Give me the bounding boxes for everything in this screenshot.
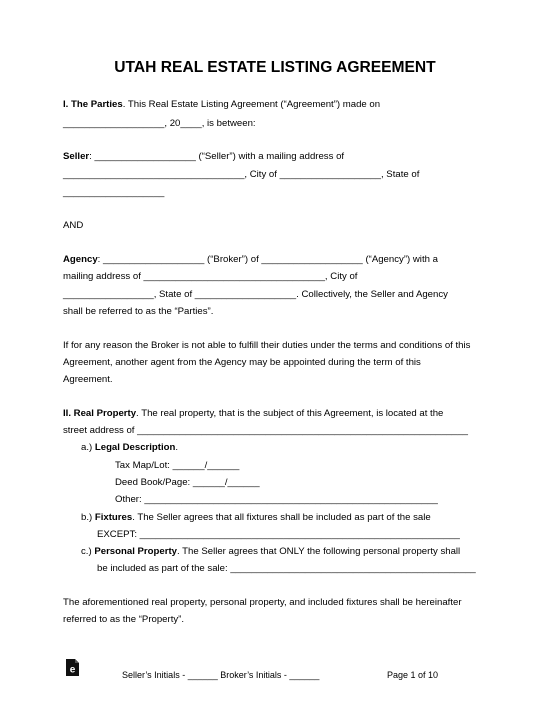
and-separator: AND (63, 220, 84, 231)
broker-clause-line-3: Agreement. (63, 374, 113, 385)
seller-line-3: ___________________ (63, 187, 165, 198)
fixtures-line: b.) Fixtures. The Seller agrees that all fixtures shall be included as part of the sale (81, 512, 431, 523)
real-property-line-2: street address of ______________________________________________________________ (63, 425, 468, 436)
broker-clause-line-2: Agreement, another agent from the Agency may be appointed during the term of this (63, 357, 421, 368)
summary-line-2: referred to as the “Property”. (63, 614, 185, 625)
personal-marker: c.) (81, 546, 92, 557)
personal-property-label: Personal Property (94, 546, 177, 557)
agency-line-4: shall be referred to as the “Parties”. (63, 306, 214, 317)
real-property-line-1: II. Real Property. The real property, that is the subject of this Agreement, is located at the (63, 408, 444, 419)
svg-text:e: e (69, 664, 76, 676)
parties-line-2: ___________________, 20____, is between: (63, 118, 256, 129)
broker-clause-line-1: If for any reason the Broker is not able to fulfill their duties under the terms and conditions of this (63, 340, 471, 351)
seller-line-2: __________________________________, City of ___________________, State of (63, 169, 420, 180)
parties-line-1: I. The Parties. This Real Estate Listing Agreement (“Agreement”) made on (63, 99, 381, 110)
legal-description-line: a.) Legal Description. (81, 442, 179, 453)
agency-line-3: _________________, State of ___________________. Collectively, the Seller and Agency (63, 289, 448, 300)
seller-label: Seller (63, 151, 90, 162)
fixtures-marker: b.) (81, 512, 93, 523)
deed-book-line: Deed Book/Page: ______/______ (115, 477, 260, 488)
legal-description-label: Legal Description (94, 442, 176, 453)
agency-line-2: mailing address of __________________________________, City of (63, 271, 358, 282)
tax-map-line: Tax Map/Lot: ______/______ (115, 460, 240, 471)
personal-property-line-2: be included as part of the sale: ______________________________________________ (97, 563, 476, 574)
agency-line-1: Agency: ___________________ (“Broker”) of ___________________ (“Agency”) with a (63, 254, 438, 265)
personal-property-line: c.) Personal Property. The Seller agrees that ONLY the following personal property shall (81, 546, 461, 557)
summary-line-1: The aforementioned real property, personal property, and included fixtures shall be hereinafter (63, 597, 462, 608)
initials-line: Seller’s Initials - ______ Broker’s Initials - ______ (122, 670, 320, 680)
agency-label: Agency (63, 254, 98, 265)
other-line: Other: _______________________________________________________ (115, 494, 438, 505)
real-property-heading: II. Real Property (63, 408, 137, 419)
document-logo-icon (66, 659, 79, 681)
page-number: Page 1 of 10 (387, 670, 439, 680)
document-title: UTAH REAL ESTATE LISTING AGREEMENT (114, 59, 436, 76)
except-line: EXCEPT: ____________________________________________________________ (97, 529, 460, 540)
legal-marker: a.) (81, 442, 93, 453)
fixtures-label: Fixtures (94, 512, 133, 523)
seller-line-1: Seller: ___________________ (“Seller”) with a mailing address of (63, 151, 345, 162)
parties-heading: I. The Parties (63, 99, 123, 110)
